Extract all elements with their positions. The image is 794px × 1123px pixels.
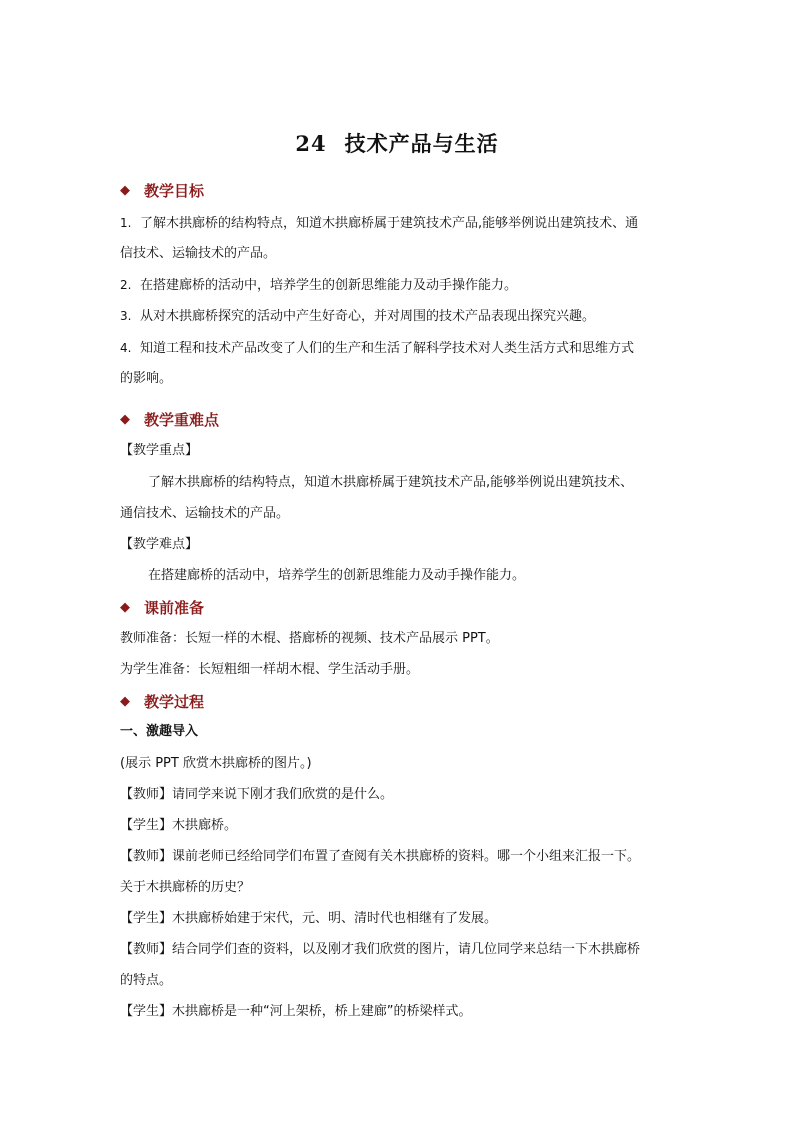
key-line-2: 通信技术、运输技术的产品。	[120, 506, 290, 521]
section-heading-key-points	[120, 409, 219, 430]
goal-1-line-2: 信技术、运输技术的产品。	[120, 246, 277, 261]
process-line: 【教师】结合同学们查的资料，以及刚才我们欣赏的图片，请几位同学来总结一下木拱廊桥	[120, 942, 641, 957]
goal-4-line-1: 4. 知道工程和技术产品改变了人们的生产和生活了解科学技术对人类生活方式和思维方式	[120, 341, 635, 356]
process-line: 的特点。	[120, 973, 173, 988]
diamond-bullet-icon: ◆	[120, 183, 130, 198]
key-line-1: 了解木拱廊桥的结构特点，知道木拱廊桥属于建筑技术产品,能够举例说出建筑技术、	[148, 475, 634, 490]
goal-1-line-1: 1. 了解木拱廊桥的结构特点，知道木拱廊桥属于建筑技术产品,能够举例说出建筑技术、通	[120, 216, 639, 231]
process-line: 关于木拱廊桥的历史？	[120, 880, 251, 895]
section-heading-goals	[120, 180, 204, 201]
lesson-number: 24	[295, 131, 327, 156]
section-heading-text: 教学重难点	[144, 411, 220, 429]
section-heading-text: 课前准备	[144, 599, 205, 617]
goal-2: 2. 在搭建廊桥的活动中，培养学生的创新思维能力及动手操作能力。	[120, 278, 518, 293]
process-line: 【学生】木拱廊桥是一种“河上架桥，桥上建廊”的桥梁样式。	[120, 1004, 472, 1019]
process-line: 【学生】木拱廊桥始建于宋代，元、明、清时代也相继有了发展。	[120, 911, 498, 926]
section-heading-text: 教学目标	[144, 182, 205, 200]
section-heading-text: 教学过程	[144, 693, 205, 711]
key-label: 【教学重点】	[120, 443, 199, 458]
diamond-bullet-icon: ◆	[120, 600, 130, 615]
section-heading-preparation	[120, 597, 204, 618]
process-line: 【教师】请同学来说下刚才我们欣赏的是什么。	[120, 787, 394, 802]
prep-student: 为学生准备：长短粗细一样胡木棍、学生活动手册。	[120, 662, 420, 677]
process-line: 【学生】木拱廊桥。	[120, 818, 238, 833]
difficulty-label: 【教学难点】	[120, 537, 199, 552]
process-line: (展示 PPT 欣赏木拱廊桥的图片。)	[120, 756, 312, 771]
goal-4-line-2: 的影响。	[120, 371, 173, 386]
section-heading-process	[120, 691, 204, 712]
process-subheading: 一、激趣导入	[120, 724, 199, 739]
process-line: 【教师】课前老师已经给同学们布置了查阅有关木拱廊桥的资料。哪一个小组来汇报一下。	[120, 849, 641, 864]
goal-3: 3. 从对木拱廊桥探究的活动中产生好奇心，并对周围的技术产品表现出探究兴趣。	[120, 309, 596, 324]
diamond-bullet-icon: ◆	[120, 412, 130, 427]
diamond-bullet-icon: ◆	[120, 694, 130, 709]
lesson-title: 技术产品与生活	[344, 131, 499, 156]
difficulty-line-1: 在搭建廊桥的活动中，培养学生的创新思维能力及动手操作能力。	[148, 568, 526, 583]
page-title	[0, 128, 794, 158]
prep-teacher: 教师准备：长短一样的木棍、搭廊桥的视频、技术产品展示 PPT。	[120, 631, 499, 646]
